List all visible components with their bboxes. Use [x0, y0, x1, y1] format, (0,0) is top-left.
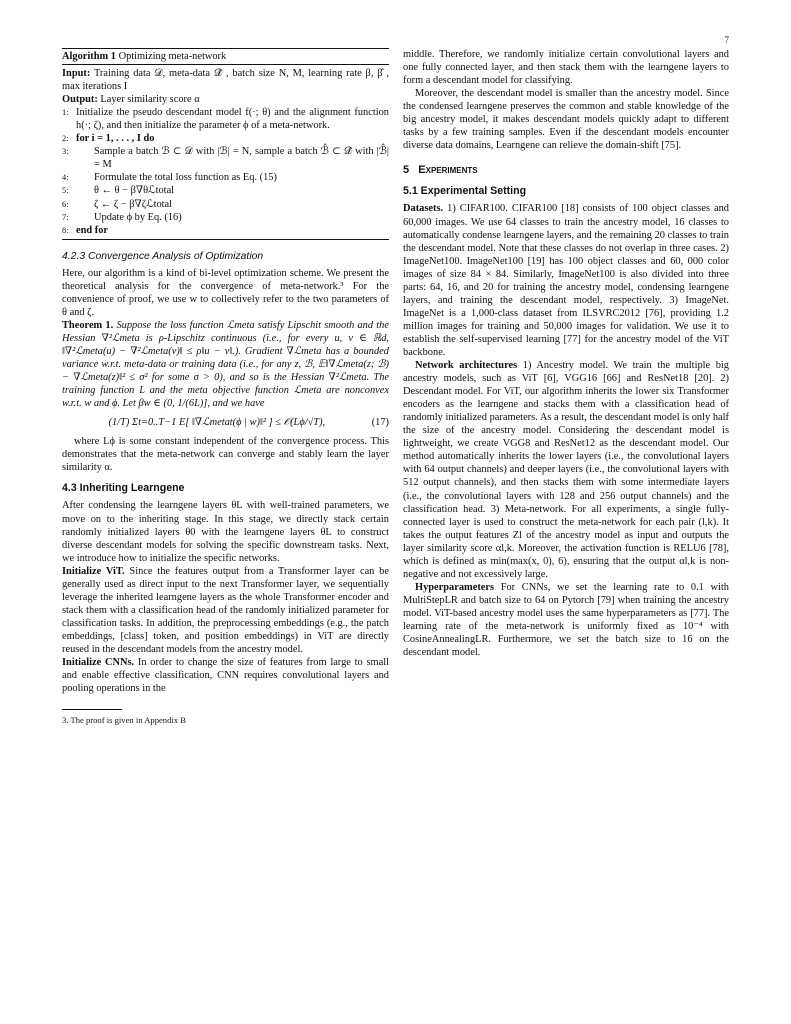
section-heading-4-2-3: 4.2.3 Convergence Analysis of Optimization [62, 250, 264, 262]
equation-number: (17) [371, 417, 389, 429]
footnote-rule [62, 709, 122, 710]
paragraph-cnn: Initialize CNNs. In order to change the size of features from large to small and enable effective classification, CNN requires convolutional layers and pooling operations in the [62, 657, 389, 695]
paragraph: Moreover, the descendant model is smaller than the ancestry model. Since the condensed learngene preserves the common and stable knowledge of the big ancestry model, it makes descendant models quickly adapt to different tasks by a few training samples. Even if the descendant models encounter diverse data domains, Learngene can relieve the domain-shift [75]. [403, 88, 729, 152]
paragraph-vit: Initialize ViT. Since the features output from a Transformer layer can be generally used as direct input to the next Transformer layer, we sequentially leverage the inherited learngene layers as the whole Transformer encoder and stack them with a classification head of the randomly initialized parameter for classification tasks. In addition, the preprocessing embeddings (e.g., the patch embeddings, [class] token, and position embeddings) in ViT are directly reused in the descendant models from the ancestry model. [62, 565, 389, 655]
algorithm-line: 7: Update ϕ by Eq. (16) [62, 211, 182, 223]
theorem [62, 319, 389, 410]
paragraph: After condensing the learngene layers θL with well-trained parameters, we move on to the inheriting stage. In this stage, we directly stack certain randomly initialized layers θ0 with the learngene layers θL to construct diverse descendant models for solving the specific downstream tasks. Next, we introduce how to initialize the specific networks. [62, 500, 389, 564]
algorithm-line: 4: Formulate the total loss function as Eq. (15) [62, 172, 277, 184]
algorithm-title-text: Optimizing meta-network [118, 51, 227, 62]
algorithm-title [62, 49, 389, 65]
paragraph: Here, our algorithm is a kind of bi-level optimization scheme. We present the theoretical analysis for the convergence of meta-network.³ For the convenience of proof, we use w to collectively refer to the two parameters of θ and ζ. [62, 267, 389, 318]
paragraph-network-architectures: Network architectures 1) Ancestry model. We train the multiple big ancestry models, such as ViT [6], VGG16 [66] and ResNet18 [20]. 2) Descendant model. For ViT, our algorithm inherits the lower six Transformer encoders as the learngene and stacks them with a classification head of randomly initialized parameters. As a result, the descendant model is only half the size of the ancestry model. Considering the descendant model is lightweight, we create VGG8 and ResNet12 as the descendant model. Our method automatically inherits the lower layers (i.e., the convolutional layers with 64 output channels) and deeper layers (i.e., the convolutional layers with 512 output channels), and then stacks them with some intermediate layers (i.e., the convolutional layers with 128 and 256 output channels) and the classification head. 3) Meta-network. For all experiments, a single fully-connected layer is used to construct the meta-network for each pair (l,k). It takes the output features Zl of the ancestry model as input and outputs the layer similarity score αl,k. Moreover, the activation function is RELU6 [78], which is defined as min(max(x, 0), 6), ensuring that the output αl,k is non-negative and not excessively large. [403, 360, 730, 580]
algorithm-line: 8: end for [62, 224, 109, 236]
input-label: Input: [62, 68, 91, 80]
algorithm-line: 2: for i = 1, . . . , I do [62, 133, 155, 145]
algorithm-label: Algorithm 1 [62, 51, 116, 62]
equation-body: (1/T) Σt=0..T−1 E[ ‖∇ℒmetat(ϕ | w)‖² ] ≤ 𝒪(Lϕ/√T), [108, 417, 326, 429]
input-text: Training data 𝒟, meta-data 𝒟̂ , batch size N, M, learning rate β, β̂ , max iterations I [62, 68, 389, 93]
right-column [403, 48, 729, 659]
algorithm-line: 5: θ ← θ − β∇θℒtotal [62, 185, 175, 197]
section-heading-4-3: 4.3 Inheriting Learngene [62, 482, 185, 495]
section-heading-5-1: 5.1 Experimental Setting [403, 185, 527, 198]
algorithm-box [62, 48, 389, 240]
page-number: 7 [724, 35, 729, 45]
section-number: 5 [403, 164, 410, 177]
paragraph-hyperparameters: Hyperparameters For CNNs, we set the learning rate to 0.1 with MultiStepLR and batch size to 64 on Pytorch [79] when training the ancestry model. ViT-based ancestry model uses the same hyperparameters as [77]. The learning rate of the meta-network is uniformly fixed as 10⁻⁴ with CosineAnnealingLR. Furthermore, we set the batch size to 16 on the descendant model. [403, 581, 729, 659]
algorithm-line: 3: Sample a batch ℬ ⊂ 𝒟 with |ℬ| = N, sample a batch ℬ̂ ⊂ 𝒟̂ with |ℬ̂| = M [62, 146, 389, 171]
theorem-label: Theorem 1. [62, 319, 114, 331]
algorithm-line: 1: Initialize the pseudo descendant model f(·; θ) and the alignment function h(·; ζ), and then initialize the parameter ϕ of a meta-network. [62, 107, 389, 132]
algorithm-input [62, 67, 389, 93]
paragraph: middle. Therefore, we randomly initialize certain convolutional layers and one fully connected layer, and then stack them with the learngene layers to form a descendant model for classifying. [403, 49, 729, 87]
output-label: Output: [62, 94, 98, 106]
footnote: 3. The proof is given in Appendix B [62, 715, 186, 726]
paragraph: where Lϕ is some constant independent of the convergence process. This demonstrates that the meta-network can converge and stably learn the layer similarity α. [62, 436, 389, 474]
algorithm-line: 6: ζ ← ζ − β∇ζℒtotal [62, 198, 173, 210]
algorithm-body [62, 65, 389, 239]
output-text: Layer similarity score α [100, 94, 200, 106]
theorem-text: Suppose the loss function ℒmeta satisfy Lipschit smooth and the Hessian ∇²ℒmeta is ρ-Lipschitz continuous (i.e., for every u, v ∈ ℝd, ‖∇²ℒmeta(u) − ∇²ℒmeta(v)‖ ≤ ρ‖u − v‖.). Gradient ∇ℒmeta has a bounded variance w.r.t. meta-data or training data (i.e., for any z, ℬ, 𝔼‖∇ℒmeta(z; ℬ) − ∇ℒmeta(z)‖² ≤ σ² for some σ > 0), and so is the Hessian ∇²ℒmeta. The training function L and the meta objective function ℒmeta are nonconvex w.r.t. w and ϕ. Let βw ∈ (0, 1/(6L)], and we have [62, 319, 389, 410]
paragraph-datasets: Datasets. 1) CIFAR100. CIFAR100 [18] consists of 100 object classes and 60,000 images. We use 64 classes to train the ancestry model, 16 classes to automatically condense learngene layers, and the remaining 20 classes to train the descendant model. Note that these classes do not overlap in three cases. 2) ImageNet100. ImageNet100 [19] has 100 object classes and 60, 000 color images of size 84 × 84. Similarly, ImageNet100 is also divided into three parts: 64, 16, and 20 for training the ancestry model, condensing learngene layers, and training the descendant model, respectively. 3) ImageNet. ImageNet is a 1,000-class dataset from ILSVRC2012 [76], providing 1.2 million images for training and 50,000 images for validation. We use it to establish the self-supervised learning [77] for the ancestry model of the ViT backbone. [403, 203, 729, 358]
left-column [62, 48, 389, 727]
section-title: Experiments [418, 164, 478, 177]
equation-17 [62, 416, 389, 429]
section-heading-5 [403, 164, 729, 177]
algorithm-output [62, 93, 389, 106]
